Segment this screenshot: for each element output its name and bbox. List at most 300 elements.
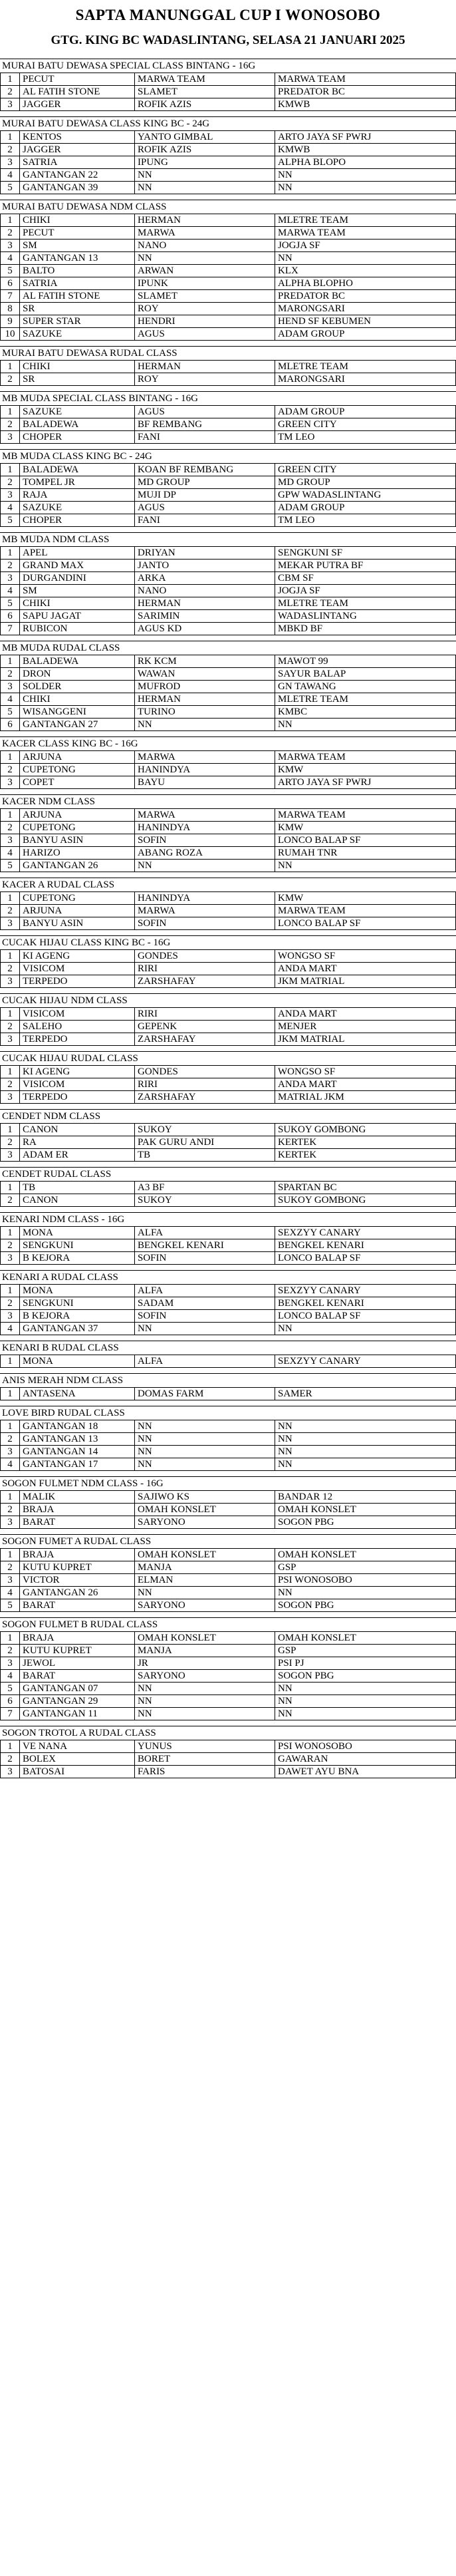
table-row	[1, 809, 456, 822]
rank-cell: 1	[1, 1388, 20, 1400]
bird-name-cell: BARAT	[20, 1670, 135, 1683]
bird-name-cell: SAZUKE	[20, 502, 135, 514]
table-row	[1, 1227, 456, 1239]
class-section	[0, 1406, 456, 1471]
team-cell: MARWA TEAM	[275, 905, 456, 917]
table-row	[1, 240, 456, 252]
owner-cell: AGUS KD	[135, 623, 275, 635]
rank-cell: 5	[1, 860, 20, 872]
table-row	[1, 655, 456, 668]
owner-cell: MARWA	[135, 751, 275, 764]
team-cell: WONGSO SF	[275, 950, 456, 963]
owner-cell: MD GROUP	[135, 476, 275, 489]
owner-cell: MANJA	[135, 1645, 275, 1657]
team-cell: SEXZYY CANARY	[275, 1355, 456, 1368]
bird-name-cell: BRAJA	[20, 1549, 135, 1561]
results-table	[0, 1631, 456, 1720]
bird-name-cell: SR	[20, 373, 135, 386]
owner-cell: ROFIK AZIS	[135, 98, 275, 111]
team-cell: NN	[275, 1683, 456, 1695]
table-row	[1, 1549, 456, 1561]
class-title: KACER CLASS KING BC - 16G	[0, 736, 456, 750]
owner-cell: BENGKEL KENARI	[135, 1239, 275, 1252]
table-row	[1, 719, 456, 731]
bird-name-cell: B KEJORA	[20, 1310, 135, 1323]
table-row	[1, 502, 456, 514]
table-row	[1, 290, 456, 303]
table-row	[1, 156, 456, 169]
bird-name-cell: BOLEX	[20, 1753, 135, 1766]
owner-cell: ALFA	[135, 1285, 275, 1297]
team-cell: MLETRE TEAM	[275, 214, 456, 227]
bird-name-cell: GANTANGAN 14	[20, 1446, 135, 1458]
owner-cell: SARYONO	[135, 1599, 275, 1612]
results-table	[0, 360, 456, 386]
rank-cell: 4	[1, 169, 20, 182]
team-cell: DAWET AYU BNA	[275, 1766, 456, 1778]
table-row	[1, 1433, 456, 1446]
results-table	[0, 1355, 456, 1368]
bird-name-cell: KI AGENG	[20, 1066, 135, 1078]
table-row	[1, 1645, 456, 1657]
class-section	[0, 1109, 456, 1162]
table-row	[1, 847, 456, 860]
team-cell: LONCO BALAP SF	[275, 1310, 456, 1323]
bird-name-cell: ADAM ER	[20, 1149, 135, 1162]
class-section	[0, 532, 456, 635]
table-row	[1, 905, 456, 917]
team-cell: KLX	[275, 265, 456, 277]
bird-name-cell: GANTANGAN 37	[20, 1323, 135, 1335]
table-row	[1, 547, 456, 560]
rank-cell: 2	[1, 1078, 20, 1091]
team-cell: TM LEO	[275, 431, 456, 444]
team-cell: GREEN CITY	[275, 464, 456, 476]
table-row	[1, 1182, 456, 1194]
rank-cell: 2	[1, 476, 20, 489]
bird-name-cell: BALADEWA	[20, 655, 135, 668]
bird-name-cell: CHIKI	[20, 597, 135, 610]
table-row	[1, 1285, 456, 1297]
rank-cell: 1	[1, 547, 20, 560]
owner-cell: OMAH KONSLET	[135, 1549, 275, 1561]
class-section	[0, 1341, 456, 1368]
table-row	[1, 1740, 456, 1753]
class-title: KACER A RUDAL CLASS	[0, 878, 456, 891]
bird-name-cell: CHIKI	[20, 361, 135, 373]
team-cell: NN	[275, 1323, 456, 1335]
results-table	[0, 546, 456, 635]
rank-cell: 1	[1, 809, 20, 822]
table-row	[1, 328, 456, 341]
team-cell: SOGON PBG	[275, 1670, 456, 1683]
owner-cell: MARWA	[135, 227, 275, 240]
rank-cell: 3	[1, 681, 20, 693]
team-cell: GAWARAN	[275, 1753, 456, 1766]
rank-cell: 5	[1, 706, 20, 719]
table-row	[1, 277, 456, 290]
rank-cell: 7	[1, 290, 20, 303]
rank-cell: 2	[1, 963, 20, 975]
results-table	[0, 1548, 456, 1612]
rank-cell: 2	[1, 1136, 20, 1149]
table-row	[1, 1683, 456, 1695]
bird-name-cell: GANTANGAN 17	[20, 1458, 135, 1471]
bird-name-cell: VISICOM	[20, 1078, 135, 1091]
table-row	[1, 303, 456, 315]
owner-cell: ARWAN	[135, 265, 275, 277]
bird-name-cell: VISICOM	[20, 1008, 135, 1021]
class-title: SOGON TROTOL A RUDAL CLASS	[0, 1726, 456, 1740]
team-cell: NN	[275, 252, 456, 265]
rank-cell: 1	[1, 1740, 20, 1753]
table-row	[1, 776, 456, 789]
rank-cell: 2	[1, 1561, 20, 1574]
rank-cell: 6	[1, 610, 20, 623]
bird-name-cell: COPET	[20, 776, 135, 789]
bird-name-cell: GANTANGAN 27	[20, 719, 135, 731]
owner-cell: NANO	[135, 585, 275, 597]
rank-cell: 3	[1, 1310, 20, 1323]
team-cell: MARWA TEAM	[275, 809, 456, 822]
bird-name-cell: TERPEDO	[20, 1033, 135, 1046]
class-results-list	[0, 59, 456, 1778]
results-table	[0, 1284, 456, 1335]
bird-name-cell: BARAT	[20, 1516, 135, 1529]
results-table	[0, 463, 456, 527]
table-row	[1, 227, 456, 240]
owner-cell: ELMAN	[135, 1574, 275, 1587]
rank-cell: 2	[1, 144, 20, 156]
bird-name-cell: RAJA	[20, 489, 135, 502]
class-section	[0, 1373, 456, 1400]
table-row	[1, 1561, 456, 1574]
class-section	[0, 1212, 456, 1265]
table-row	[1, 1149, 456, 1162]
team-cell: SAMER	[275, 1388, 456, 1400]
table-row	[1, 1753, 456, 1766]
owner-cell: NN	[135, 182, 275, 194]
team-cell: MENJER	[275, 1021, 456, 1033]
owner-cell: BAYU	[135, 776, 275, 789]
bird-name-cell: BALADEWA	[20, 418, 135, 431]
bird-name-cell: BRAJA	[20, 1504, 135, 1516]
owner-cell: ALFA	[135, 1355, 275, 1368]
bird-name-cell: GANTANGAN 18	[20, 1420, 135, 1433]
rank-cell: 1	[1, 361, 20, 373]
class-title: MB MUDA NDM CLASS	[0, 532, 456, 546]
bird-name-cell: VICTOR	[20, 1574, 135, 1587]
owner-cell: HERMAN	[135, 214, 275, 227]
rank-cell: 4	[1, 1587, 20, 1599]
rank-cell: 5	[1, 182, 20, 194]
owner-cell: BF REMBANG	[135, 418, 275, 431]
rank-cell: 2	[1, 1194, 20, 1207]
table-row	[1, 1033, 456, 1046]
table-row	[1, 1124, 456, 1136]
bird-name-cell: SATRIA	[20, 156, 135, 169]
table-row	[1, 131, 456, 144]
team-cell: KMW	[275, 764, 456, 776]
team-cell: NN	[275, 1695, 456, 1708]
table-row	[1, 1632, 456, 1645]
rank-cell: 2	[1, 418, 20, 431]
owner-cell: SARIMIN	[135, 610, 275, 623]
owner-cell: HENDRI	[135, 315, 275, 328]
bird-name-cell: CHOPER	[20, 431, 135, 444]
team-cell: NN	[275, 169, 456, 182]
rank-cell: 2	[1, 764, 20, 776]
team-cell: NN	[275, 1587, 456, 1599]
team-cell: ADAM GROUP	[275, 328, 456, 341]
bird-name-cell: JAGGER	[20, 98, 135, 111]
page-subtitle: GTG. KING BC WADASLINTANG, SELASA 21 JANUARI 2025	[51, 33, 405, 47]
bird-name-cell: CUPETONG	[20, 822, 135, 834]
bird-name-cell: BATOSAI	[20, 1766, 135, 1778]
rank-cell: 1	[1, 73, 20, 86]
team-cell: LONCO BALAP SF	[275, 1252, 456, 1265]
team-cell: NN	[275, 1446, 456, 1458]
class-title: MB MUDA RUDAL CLASS	[0, 641, 456, 655]
owner-cell: NN	[135, 860, 275, 872]
team-cell: MARWA TEAM	[275, 751, 456, 764]
results-table	[0, 808, 456, 872]
results-table	[0, 1007, 456, 1046]
rank-cell: 4	[1, 252, 20, 265]
rank-cell: 3	[1, 1252, 20, 1265]
owner-cell: NANO	[135, 240, 275, 252]
rank-cell: 4	[1, 1670, 20, 1683]
table-row	[1, 464, 456, 476]
rank-cell: 3	[1, 1574, 20, 1587]
rank-cell: 1	[1, 1355, 20, 1368]
owner-cell: SARYONO	[135, 1670, 275, 1683]
class-title: MB MUDA CLASS KING BC - 24G	[0, 449, 456, 463]
team-cell: GSP	[275, 1645, 456, 1657]
owner-cell: OMAH KONSLET	[135, 1632, 275, 1645]
table-row	[1, 1670, 456, 1683]
rank-cell: 1	[1, 214, 20, 227]
bird-name-cell: SAZUKE	[20, 328, 135, 341]
table-row	[1, 1078, 456, 1091]
class-title: LOVE BIRD RUDAL CLASS	[0, 1406, 456, 1420]
rank-cell: 9	[1, 315, 20, 328]
table-row	[1, 1066, 456, 1078]
table-row	[1, 1695, 456, 1708]
team-cell: KMBC	[275, 706, 456, 719]
owner-cell: NN	[135, 1446, 275, 1458]
table-row	[1, 1504, 456, 1516]
rank-cell: 3	[1, 975, 20, 988]
team-cell: SEXZYY CANARY	[275, 1285, 456, 1297]
team-cell: SOGON PBG	[275, 1599, 456, 1612]
rank-cell: 1	[1, 1632, 20, 1645]
owner-cell: NN	[135, 1683, 275, 1695]
owner-cell: NN	[135, 252, 275, 265]
owner-cell: GONDES	[135, 1066, 275, 1078]
table-row	[1, 169, 456, 182]
bird-name-cell: AL FATIH STONE	[20, 86, 135, 98]
team-cell: BENGKEL KENARI	[275, 1239, 456, 1252]
table-row	[1, 963, 456, 975]
owner-cell: RK KCM	[135, 655, 275, 668]
bird-name-cell: TERPEDO	[20, 975, 135, 988]
bird-name-cell: CHOPER	[20, 514, 135, 527]
rank-cell: 2	[1, 227, 20, 240]
rank-cell: 5	[1, 597, 20, 610]
owner-cell: MARWA	[135, 905, 275, 917]
team-cell: LONCO BALAP SF	[275, 917, 456, 930]
table-row	[1, 610, 456, 623]
results-table	[0, 1420, 456, 1471]
bird-name-cell: TOMPEL JR	[20, 476, 135, 489]
results-table	[0, 214, 456, 341]
class-section	[0, 794, 456, 872]
bird-name-cell: ARJUNA	[20, 905, 135, 917]
rank-cell: 1	[1, 1285, 20, 1297]
bird-name-cell: BRAJA	[20, 1632, 135, 1645]
rank-cell: 3	[1, 572, 20, 585]
results-table	[0, 1123, 456, 1162]
bird-name-cell: ARJUNA	[20, 751, 135, 764]
rank-cell: 1	[1, 1124, 20, 1136]
table-row	[1, 1194, 456, 1207]
rank-cell: 1	[1, 655, 20, 668]
team-cell: KMW	[275, 892, 456, 905]
rank-cell: 1	[1, 1066, 20, 1078]
owner-cell: SAJIWO KS	[135, 1491, 275, 1504]
bird-name-cell: SENGKUNI	[20, 1297, 135, 1310]
rank-cell: 3	[1, 1446, 20, 1458]
rank-cell: 6	[1, 277, 20, 290]
rank-cell: 2	[1, 560, 20, 572]
rank-cell: 3	[1, 431, 20, 444]
rank-cell: 3	[1, 1033, 20, 1046]
team-cell: PSI WONOSOBO	[275, 1574, 456, 1587]
class-section	[0, 116, 456, 194]
bird-name-cell: HARIZO	[20, 847, 135, 860]
table-row	[1, 406, 456, 418]
owner-cell: JANTO	[135, 560, 275, 572]
owner-cell: NN	[135, 1433, 275, 1446]
bird-name-cell: CUPETONG	[20, 892, 135, 905]
team-cell: NN	[275, 1433, 456, 1446]
team-cell: SAYUR BALAP	[275, 668, 456, 681]
bird-name-cell: MONA	[20, 1285, 135, 1297]
rank-cell: 3	[1, 240, 20, 252]
table-row	[1, 1420, 456, 1433]
class-section	[0, 935, 456, 988]
team-cell: MARONGSARI	[275, 303, 456, 315]
bird-name-cell: JAGGER	[20, 144, 135, 156]
table-row	[1, 1599, 456, 1612]
class-section	[0, 59, 456, 111]
team-cell: KMWB	[275, 98, 456, 111]
team-cell: MEKAR PUTRA BF	[275, 560, 456, 572]
owner-cell: RIRI	[135, 1078, 275, 1091]
owner-cell: HANINDYA	[135, 892, 275, 905]
table-row	[1, 1388, 456, 1400]
team-cell: GSP	[275, 1561, 456, 1574]
rank-cell: 1	[1, 464, 20, 476]
owner-cell: KOAN BF REMBANG	[135, 464, 275, 476]
owner-cell: NN	[135, 719, 275, 731]
team-cell: ALPHA BLOPHO	[275, 277, 456, 290]
class-title: MB MUDA SPECIAL CLASS BINTANG - 16G	[0, 391, 456, 405]
class-title: KACER NDM CLASS	[0, 794, 456, 808]
rank-cell: 2	[1, 1504, 20, 1516]
owner-cell: TB	[135, 1149, 275, 1162]
team-cell: SPARTAN BC	[275, 1182, 456, 1194]
bird-name-cell: CANON	[20, 1124, 135, 1136]
results-table	[0, 891, 456, 930]
team-cell: JOGJA SF	[275, 240, 456, 252]
bird-name-cell: CHIKI	[20, 214, 135, 227]
bird-name-cell: BANYU ASIN	[20, 917, 135, 930]
team-cell: KERTEK	[275, 1149, 456, 1162]
owner-cell: HERMAN	[135, 693, 275, 706]
table-row	[1, 706, 456, 719]
results-table	[0, 949, 456, 988]
owner-cell: MUFROD	[135, 681, 275, 693]
table-row	[1, 572, 456, 585]
bird-name-cell: APEL	[20, 547, 135, 560]
rank-cell: 6	[1, 1695, 20, 1708]
owner-cell: MARWA	[135, 809, 275, 822]
bird-name-cell: B KEJORA	[20, 1252, 135, 1265]
bird-name-cell: SALEHO	[20, 1021, 135, 1033]
team-cell: SOGON PBG	[275, 1516, 456, 1529]
owner-cell: ZARSHAFAY	[135, 975, 275, 988]
bird-name-cell: KENTOS	[20, 131, 135, 144]
rank-cell: 1	[1, 1420, 20, 1433]
bird-name-cell: BALADEWA	[20, 464, 135, 476]
bird-name-cell: DURGANDINI	[20, 572, 135, 585]
table-row	[1, 1355, 456, 1368]
team-cell: OMAH KONSLET	[275, 1504, 456, 1516]
bird-name-cell: AL FATIH STONE	[20, 290, 135, 303]
rank-cell: 4	[1, 693, 20, 706]
bird-name-cell: CANON	[20, 1194, 135, 1207]
team-cell: MARWA TEAM	[275, 227, 456, 240]
owner-cell: IPUNG	[135, 156, 275, 169]
team-cell: RUMAH TNR	[275, 847, 456, 860]
table-row	[1, 1574, 456, 1587]
table-row	[1, 560, 456, 572]
results-table	[0, 1740, 456, 1778]
owner-cell: SOFIN	[135, 1252, 275, 1265]
rank-cell: 1	[1, 892, 20, 905]
owner-cell: NN	[135, 1587, 275, 1599]
results-table	[0, 130, 456, 194]
owner-cell: HANINDYA	[135, 764, 275, 776]
owner-cell: SLAMET	[135, 290, 275, 303]
bird-name-cell: GANTANGAN 22	[20, 169, 135, 182]
class-title: CUCAK HIJAU RUDAL CLASS	[0, 1051, 456, 1065]
table-row	[1, 1323, 456, 1335]
team-cell: GPW WADASLINTANG	[275, 489, 456, 502]
rank-cell: 4	[1, 1458, 20, 1471]
team-cell: TM LEO	[275, 514, 456, 527]
owner-cell: NN	[135, 1695, 275, 1708]
bird-name-cell: MONA	[20, 1227, 135, 1239]
bird-name-cell: SENGKUNI	[20, 1239, 135, 1252]
table-row	[1, 514, 456, 527]
team-cell: NN	[275, 1458, 456, 1471]
class-title: MURAI BATU DEWASA RUDAL CLASS	[0, 346, 456, 360]
owner-cell: RIRI	[135, 963, 275, 975]
class-section	[0, 878, 456, 930]
